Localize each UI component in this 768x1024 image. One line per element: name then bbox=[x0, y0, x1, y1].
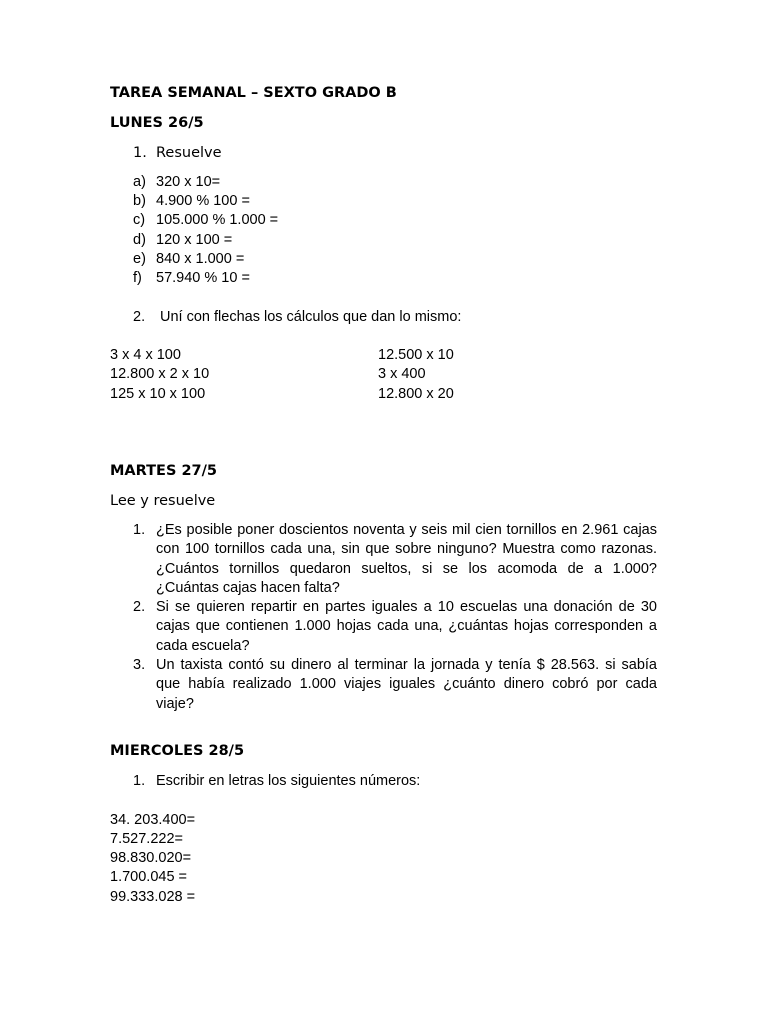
list-item-letter: e) bbox=[133, 251, 146, 267]
number-item: 1.700.045 = bbox=[110, 869, 188, 885]
list-item: 57.940 % 10 = bbox=[156, 270, 250, 286]
document-title: TAREA SEMANAL – SEXTO GRADO B bbox=[110, 85, 397, 101]
problem-number: 3. bbox=[133, 657, 146, 673]
problem-text: Un taxista contó su dinero al terminar la jornada y tenía $ 28.563. si sabía que había realizado 1.000 viajes iguales ¿cuánto dinero cobró por cada viaje? bbox=[156, 657, 657, 712]
calc-right-item: 3 x 400 bbox=[378, 366, 426, 382]
number-item: 99.333.028 = bbox=[110, 889, 196, 905]
list-item-letter: c) bbox=[133, 212, 146, 228]
number-item: 34. 203.400= bbox=[110, 812, 196, 828]
lunes-q1-number: 1. bbox=[133, 145, 147, 161]
lunes-q2-number: 2. bbox=[133, 309, 146, 325]
section-heading-miercoles: MIERCOLES 28/5 bbox=[110, 743, 245, 759]
list-item-letter: f) bbox=[133, 270, 142, 286]
list-item: 4.900 % 100 = bbox=[156, 193, 250, 209]
problem-text: Si se quieren repartir en partes iguales a 10 escuelas una donación de 30 cajas que contienen 1.000 hojas cada una, ¿cuántas hojas corresponden a cada escuela? bbox=[156, 599, 657, 654]
list-item-letter: a) bbox=[133, 174, 146, 190]
problem-number: 2. bbox=[133, 599, 146, 615]
calc-left-item: 12.800 x 2 x 10 bbox=[110, 366, 210, 382]
calc-right-item: 12.500 x 10 bbox=[378, 347, 454, 363]
number-item: 7.527.222= bbox=[110, 831, 183, 847]
list-item: 120 x 100 = bbox=[156, 232, 233, 248]
calc-left-item: 3 x 4 x 100 bbox=[110, 347, 181, 363]
calc-left-item: 125 x 10 x 100 bbox=[110, 386, 206, 402]
miercoles-q1-text: Escribir en letras los siguientes números: bbox=[156, 773, 421, 789]
list-item-letter: d) bbox=[133, 232, 146, 248]
miercoles-q1-number: 1. bbox=[133, 773, 146, 789]
list-item: 105.000 % 1.000 = bbox=[156, 212, 279, 228]
list-item-letter: b) bbox=[133, 193, 146, 209]
section-heading-martes: MARTES 27/5 bbox=[110, 463, 218, 479]
problem-text: ¿Es posible poner doscientos noventa y seis mil cien tornillos en 2.961 cajas con 100 tornillos cada una, sin que sobre ninguno? Muestra como razonas. ¿Cuántos tornillos quedaron sueltos, si se los acomoda de a 1.000? ¿Cuántas cajas hacen falta? bbox=[156, 522, 657, 596]
list-item: 320 x 10= bbox=[156, 174, 221, 190]
list-item: 840 x 1.000 = bbox=[156, 251, 245, 267]
number-item: 98.830.020= bbox=[110, 850, 192, 866]
section-heading-lunes: LUNES 26/5 bbox=[110, 115, 204, 131]
lunes-q2-text: Uní con flechas los cálculos que dan lo mismo: bbox=[160, 309, 462, 325]
problem-number: 1. bbox=[133, 522, 146, 538]
martes-intro: Lee y resuelve bbox=[110, 493, 216, 509]
lunes-q1-text: Resuelve bbox=[156, 145, 222, 161]
calc-right-item: 12.800 x 20 bbox=[378, 386, 454, 402]
